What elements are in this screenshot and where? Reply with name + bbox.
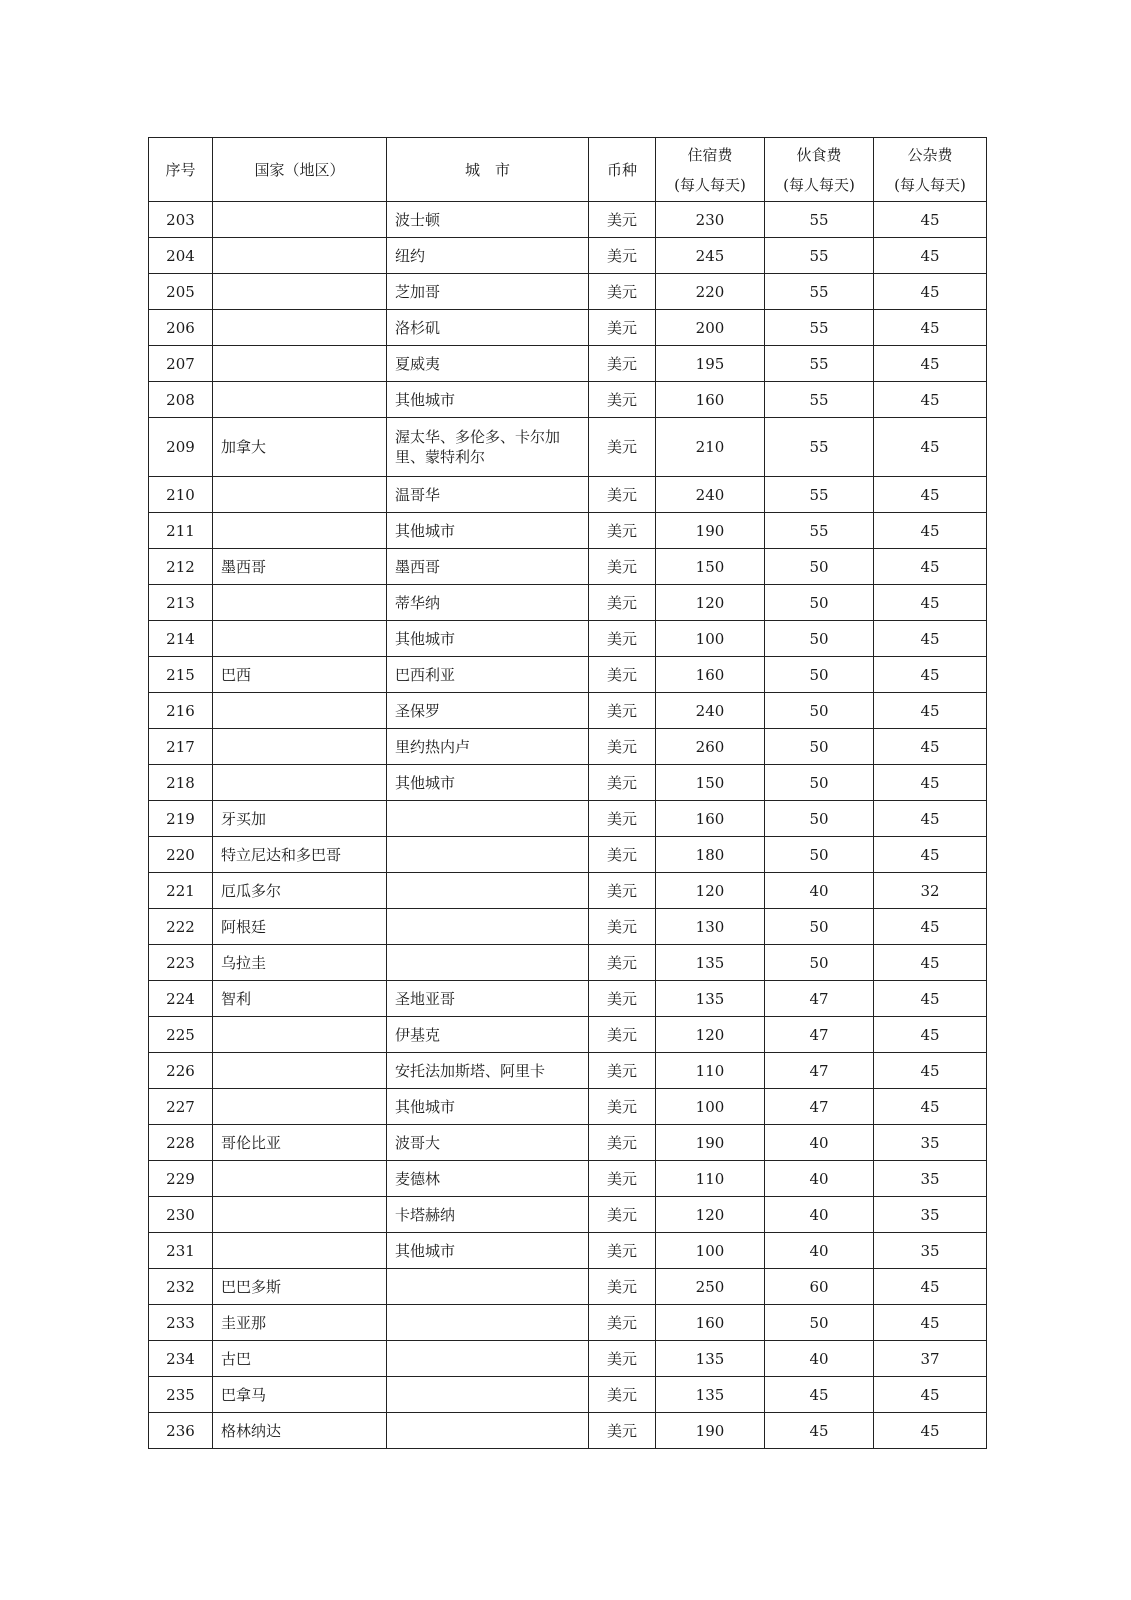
cell-city: 里约热内卢 [387,729,589,765]
cell-misc: 45 [874,1017,987,1053]
cell-country: 智利 [213,981,387,1017]
document-page [148,137,986,1449]
table-row [149,765,987,801]
cell-city: 圣保罗 [387,693,589,729]
cell-no: 221 [149,873,213,909]
cell-currency: 美元 [589,238,656,274]
cell-no: 228 [149,1125,213,1161]
cell-city: 蒂华纳 [387,585,589,621]
cell-misc: 37 [874,1341,987,1377]
cell-food: 47 [765,1017,874,1053]
header-misc [874,138,987,202]
cell-country [213,585,387,621]
cell-no: 232 [149,1269,213,1305]
cell-misc: 45 [874,657,987,693]
cell-city: 温哥华 [387,477,589,513]
cell-food: 55 [765,477,874,513]
cell-currency: 美元 [589,981,656,1017]
cell-food: 40 [765,1161,874,1197]
cell-food: 60 [765,1269,874,1305]
table-row [149,945,987,981]
table-row [149,1233,987,1269]
cell-misc: 35 [874,1233,987,1269]
cell-country [213,202,387,238]
cell-city [387,1341,589,1377]
table-row [149,729,987,765]
table-row [149,418,987,477]
cell-no: 225 [149,1017,213,1053]
cell-lodging: 240 [656,693,765,729]
cell-misc: 45 [874,477,987,513]
cell-no: 227 [149,1089,213,1125]
header-lodging [656,138,765,202]
table-row [149,1089,987,1125]
cell-no: 210 [149,477,213,513]
cell-no: 203 [149,202,213,238]
cell-misc: 45 [874,310,987,346]
cell-country [213,693,387,729]
cell-lodging: 110 [656,1053,765,1089]
cell-lodging: 150 [656,549,765,585]
cell-no: 213 [149,585,213,621]
cell-lodging: 135 [656,981,765,1017]
cell-currency: 美元 [589,1305,656,1341]
cell-lodging: 130 [656,909,765,945]
cell-country: 巴巴多斯 [213,1269,387,1305]
cell-misc: 45 [874,1377,987,1413]
table-row [149,1341,987,1377]
cell-lodging: 190 [656,513,765,549]
cell-lodging: 160 [656,801,765,837]
cell-food: 50 [765,945,874,981]
cell-country: 加拿大 [213,418,387,477]
cell-currency: 美元 [589,1197,656,1233]
cell-no: 212 [149,549,213,585]
cell-currency: 美元 [589,873,656,909]
cell-currency: 美元 [589,621,656,657]
cell-misc: 45 [874,837,987,873]
cell-city [387,909,589,945]
cell-no: 231 [149,1233,213,1269]
cell-no: 230 [149,1197,213,1233]
cell-food: 45 [765,1413,874,1449]
cell-country: 哥伦比亚 [213,1125,387,1161]
header-currency: 币种 [589,138,656,202]
cell-country: 特立尼达和多巴哥 [213,837,387,873]
table-row [149,1305,987,1341]
cell-city [387,1377,589,1413]
cell-country [213,382,387,418]
cell-country: 古巴 [213,1341,387,1377]
cell-country [213,765,387,801]
cell-lodging: 190 [656,1413,765,1449]
cell-lodging: 210 [656,418,765,477]
cell-country [213,477,387,513]
cell-misc: 32 [874,873,987,909]
header-misc-line1: 公杂费 [907,145,953,164]
cell-misc: 45 [874,1305,987,1341]
cell-lodging: 135 [656,1341,765,1377]
cell-lodging: 260 [656,729,765,765]
table-row [149,382,987,418]
cell-currency: 美元 [589,1125,656,1161]
cell-currency: 美元 [589,549,656,585]
cell-currency: 美元 [589,418,656,477]
cell-food: 45 [765,1377,874,1413]
cell-city: 波哥大 [387,1125,589,1161]
cell-lodging: 180 [656,837,765,873]
cell-no: 233 [149,1305,213,1341]
cell-misc: 35 [874,1161,987,1197]
header-food-line1: 伙食费 [796,145,842,164]
cell-no: 229 [149,1161,213,1197]
cell-lodging: 160 [656,657,765,693]
cell-no: 222 [149,909,213,945]
cell-country: 巴拿马 [213,1377,387,1413]
cell-no: 220 [149,837,213,873]
header-city: 城 市 [387,138,589,202]
cell-city [387,945,589,981]
cell-lodging: 110 [656,1161,765,1197]
cell-food: 50 [765,693,874,729]
cell-currency: 美元 [589,945,656,981]
cell-no: 234 [149,1341,213,1377]
cell-misc: 45 [874,382,987,418]
cell-misc: 45 [874,238,987,274]
cell-food: 55 [765,513,874,549]
table-body [149,202,987,1449]
cell-no: 218 [149,765,213,801]
cell-misc: 45 [874,549,987,585]
cell-lodging: 120 [656,1017,765,1053]
cell-food: 40 [765,1233,874,1269]
cell-city [387,1269,589,1305]
cell-currency: 美元 [589,693,656,729]
cell-currency: 美元 [589,202,656,238]
cell-country: 乌拉圭 [213,945,387,981]
cell-city [387,1305,589,1341]
cell-country [213,621,387,657]
table-row [149,549,987,585]
cell-currency: 美元 [589,513,656,549]
cell-food: 50 [765,837,874,873]
cell-no: 214 [149,621,213,657]
cell-misc: 45 [874,1053,987,1089]
cell-food: 55 [765,202,874,238]
cell-country: 巴西 [213,657,387,693]
table-row [149,1053,987,1089]
cell-country [213,1017,387,1053]
header-no: 序号 [149,138,213,202]
cell-country: 阿根廷 [213,909,387,945]
cell-food: 50 [765,549,874,585]
cell-city: 芝加哥 [387,274,589,310]
table-row [149,1017,987,1053]
cell-currency: 美元 [589,1233,656,1269]
cell-city [387,1413,589,1449]
cell-misc: 45 [874,981,987,1017]
cell-no: 226 [149,1053,213,1089]
cell-food: 50 [765,909,874,945]
table-header [149,138,987,202]
cell-food: 50 [765,657,874,693]
cell-misc: 45 [874,1413,987,1449]
cell-food: 40 [765,1125,874,1161]
cell-misc: 45 [874,765,987,801]
cell-food: 55 [765,418,874,477]
cell-lodging: 120 [656,1197,765,1233]
cell-no: 219 [149,801,213,837]
cell-city: 渥太华、多伦多、卡尔加里、蒙特利尔 [387,418,589,477]
cell-misc: 35 [874,1197,987,1233]
cell-country [213,729,387,765]
cell-food: 55 [765,346,874,382]
cell-no: 217 [149,729,213,765]
cell-food: 40 [765,1341,874,1377]
cell-currency: 美元 [589,1161,656,1197]
header-food-line2: (每人每天) [783,175,855,194]
cell-city: 巴西利亚 [387,657,589,693]
cell-city: 其他城市 [387,765,589,801]
cell-misc: 45 [874,801,987,837]
table-row [149,909,987,945]
table-row [149,801,987,837]
cell-no: 208 [149,382,213,418]
cell-misc: 45 [874,945,987,981]
cell-no: 236 [149,1413,213,1449]
table-row [149,873,987,909]
table-row [149,693,987,729]
cell-food: 50 [765,729,874,765]
cell-lodging: 120 [656,585,765,621]
cell-no: 207 [149,346,213,382]
cell-lodging: 190 [656,1125,765,1161]
header-row [149,138,987,202]
cell-city [387,837,589,873]
cell-misc: 45 [874,513,987,549]
cell-lodging: 200 [656,310,765,346]
cell-lodging: 135 [656,1377,765,1413]
cell-food: 50 [765,765,874,801]
cell-currency: 美元 [589,801,656,837]
cell-city: 卡塔赫纳 [387,1197,589,1233]
cell-food: 47 [765,1089,874,1125]
cell-food: 50 [765,585,874,621]
cell-food: 40 [765,1197,874,1233]
cell-country [213,1233,387,1269]
cell-no: 211 [149,513,213,549]
cell-country: 墨西哥 [213,549,387,585]
cell-city: 其他城市 [387,382,589,418]
cell-currency: 美元 [589,477,656,513]
cell-misc: 45 [874,346,987,382]
cell-food: 55 [765,274,874,310]
cell-food: 50 [765,621,874,657]
cell-country [213,1197,387,1233]
cell-country [213,310,387,346]
cell-no: 209 [149,418,213,477]
cell-no: 216 [149,693,213,729]
table-row [149,1125,987,1161]
cell-city: 其他城市 [387,621,589,657]
cell-city: 安托法加斯塔、阿里卡 [387,1053,589,1089]
cell-no: 223 [149,945,213,981]
cell-city: 波士顿 [387,202,589,238]
cell-country: 圭亚那 [213,1305,387,1341]
header-food [765,138,874,202]
cell-misc: 45 [874,585,987,621]
cell-misc: 45 [874,1269,987,1305]
cell-country [213,513,387,549]
table-row [149,346,987,382]
cell-lodging: 240 [656,477,765,513]
cell-food: 55 [765,382,874,418]
table-row [149,657,987,693]
cell-lodging: 220 [656,274,765,310]
cell-lodging: 230 [656,202,765,238]
cell-food: 47 [765,1053,874,1089]
cell-city: 墨西哥 [387,549,589,585]
cell-no: 224 [149,981,213,1017]
cell-food: 47 [765,981,874,1017]
cell-misc: 45 [874,202,987,238]
cell-lodging: 195 [656,346,765,382]
allowance-table [148,137,987,1449]
cell-lodging: 100 [656,621,765,657]
cell-country [213,1161,387,1197]
cell-no: 215 [149,657,213,693]
cell-currency: 美元 [589,1017,656,1053]
cell-currency: 美元 [589,310,656,346]
cell-city: 其他城市 [387,513,589,549]
cell-city [387,801,589,837]
cell-misc: 45 [874,729,987,765]
cell-lodging: 245 [656,238,765,274]
cell-country: 格林纳达 [213,1413,387,1449]
cell-lodging: 100 [656,1233,765,1269]
cell-country: 牙买加 [213,801,387,837]
cell-misc: 45 [874,418,987,477]
cell-city: 其他城市 [387,1089,589,1125]
cell-lodging: 100 [656,1089,765,1125]
header-country: 国家（地区） [213,138,387,202]
table-row [149,621,987,657]
cell-misc: 45 [874,1089,987,1125]
table-row [149,585,987,621]
cell-currency: 美元 [589,765,656,801]
cell-lodging: 160 [656,1305,765,1341]
cell-lodging: 135 [656,945,765,981]
cell-city: 伊基克 [387,1017,589,1053]
cell-currency: 美元 [589,585,656,621]
cell-currency: 美元 [589,274,656,310]
cell-currency: 美元 [589,837,656,873]
cell-no: 205 [149,274,213,310]
cell-country: 厄瓜多尔 [213,873,387,909]
cell-no: 235 [149,1377,213,1413]
header-misc-line2: (每人每天) [894,175,966,194]
cell-food: 55 [765,238,874,274]
cell-country [213,346,387,382]
cell-currency: 美元 [589,1413,656,1449]
cell-food: 50 [765,801,874,837]
cell-city: 其他城市 [387,1233,589,1269]
table-row [149,477,987,513]
table-row [149,274,987,310]
header-lodging-line2: (每人每天) [674,175,746,194]
cell-country [213,1053,387,1089]
table-row [149,1269,987,1305]
cell-misc: 45 [874,909,987,945]
cell-country [213,1089,387,1125]
cell-no: 204 [149,238,213,274]
table-row [149,1377,987,1413]
cell-currency: 美元 [589,909,656,945]
cell-currency: 美元 [589,1089,656,1125]
table-row [149,202,987,238]
cell-city [387,873,589,909]
table-row [149,1161,987,1197]
cell-misc: 45 [874,274,987,310]
cell-misc: 45 [874,621,987,657]
cell-city: 纽约 [387,238,589,274]
table-row [149,310,987,346]
cell-currency: 美元 [589,1053,656,1089]
cell-country [213,274,387,310]
cell-food: 55 [765,310,874,346]
cell-city: 圣地亚哥 [387,981,589,1017]
cell-currency: 美元 [589,729,656,765]
cell-currency: 美元 [589,346,656,382]
header-lodging-line1: 住宿费 [687,145,733,164]
table-row [149,1197,987,1233]
cell-lodging: 250 [656,1269,765,1305]
cell-city: 麦德林 [387,1161,589,1197]
cell-city: 洛杉矶 [387,310,589,346]
cell-country [213,238,387,274]
cell-no: 206 [149,310,213,346]
table-row [149,981,987,1017]
table-row [149,1413,987,1449]
table-row [149,837,987,873]
cell-city: 夏威夷 [387,346,589,382]
table-row [149,513,987,549]
cell-lodging: 160 [656,382,765,418]
cell-currency: 美元 [589,382,656,418]
cell-currency: 美元 [589,1269,656,1305]
cell-food: 40 [765,873,874,909]
cell-misc: 45 [874,693,987,729]
cell-currency: 美元 [589,657,656,693]
cell-misc: 35 [874,1125,987,1161]
table-row [149,238,987,274]
cell-food: 50 [765,1305,874,1341]
cell-currency: 美元 [589,1377,656,1413]
cell-lodging: 150 [656,765,765,801]
cell-lodging: 120 [656,873,765,909]
cell-currency: 美元 [589,1341,656,1377]
